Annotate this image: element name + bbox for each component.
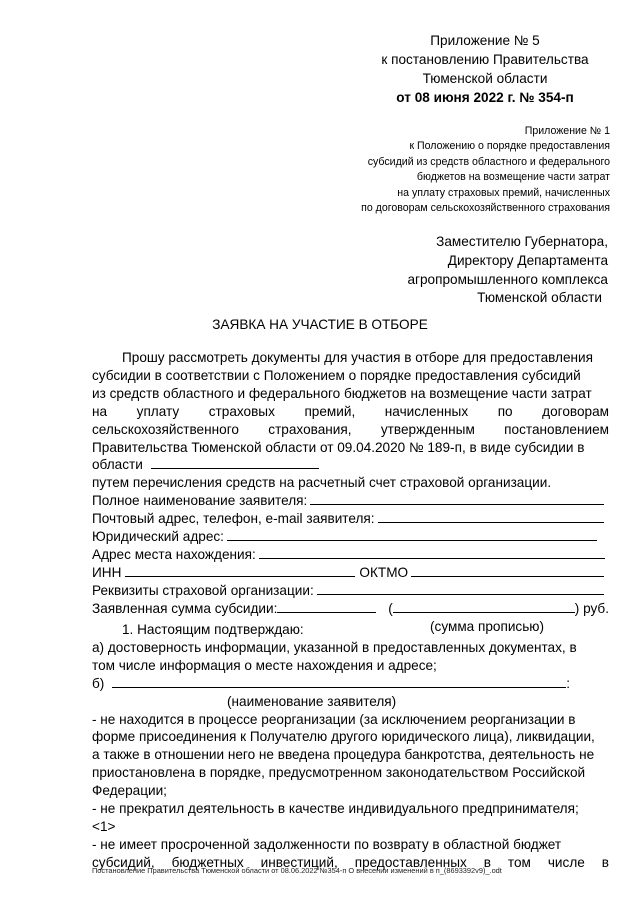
confirm-line: а также в отношении него не введена процедура банкротства, деятельность не: [92, 747, 595, 763]
page-footer: Постановление Правительства Тюменской области от 08.06.2022 №354-п О внесении изменений в п_(8693392v9)_.odt: [92, 866, 502, 875]
inn-label: ИНН: [92, 564, 122, 580]
addressee-line: Тюменской области: [477, 290, 602, 306]
word: в: [601, 854, 609, 870]
word: том: [507, 854, 531, 870]
postal-blank[interactable]: [378, 510, 604, 523]
appendix-5-region: Тюменской области: [422, 71, 548, 86]
oktmo-blank[interactable]: [411, 564, 604, 577]
word: по: [497, 403, 513, 419]
inn-blank[interactable]: [125, 564, 355, 577]
word: постановлением: [504, 421, 609, 437]
word: предоставленных: [354, 854, 467, 870]
word: на: [92, 403, 108, 419]
location-label: Адрес места нахождения:: [92, 546, 256, 562]
addressee-line: агропромышленного комплекса: [407, 271, 608, 287]
confirm-heading: 1. Настоящим подтверждаю:: [122, 622, 304, 637]
word: утвержденным: [380, 421, 475, 437]
postal-field[interactable]: [92, 510, 604, 528]
intro-line: из средств областного и федерального бюджетов на возмещение части затрат: [92, 385, 592, 401]
amount-words-blank[interactable]: [393, 600, 575, 613]
location-field[interactable]: [92, 546, 605, 564]
intro-line: Прошу рассмотреть документы для участия в отборе для предоставления: [122, 350, 593, 365]
appendix-1-block: [361, 124, 610, 216]
appendix-1-line: на уплату страховых премий, начисленных: [397, 186, 610, 199]
confirm-line: том числе информация о месте нахождения и адресе;: [92, 657, 437, 673]
word: уплату: [136, 403, 180, 419]
amount-field[interactable]: [92, 600, 609, 618]
word: бюджетных: [171, 854, 244, 870]
appendix-1-line: бюджетов на возмещение части затрат: [416, 171, 610, 184]
amount-open-paren: (: [388, 600, 393, 616]
applicant-name-blank[interactable]: [112, 675, 566, 688]
confirm-line: - не находится в процессе реорганизации (за исключением реорганизации в: [92, 711, 576, 727]
appendix-1-line: по договорам сельскохозяйственного страхования: [361, 202, 610, 215]
appendix-1-line: субсидий из средств областного и федерального: [367, 155, 610, 168]
confirm-line: а) достоверность информации, указанной в предоставленных документах, в: [92, 639, 577, 655]
appendix-1-line: Приложение № 1: [524, 125, 610, 137]
legal-address-label: Юридический адрес:: [92, 529, 224, 545]
region-blank[interactable]: [151, 456, 319, 469]
full-name-field[interactable]: [92, 492, 604, 510]
intro-line: [92, 421, 609, 439]
appendix-5-block: [380, 31, 590, 107]
intro-line: [92, 403, 609, 421]
insurer-details-blank[interactable]: [317, 582, 604, 595]
item-b-colon: :: [566, 675, 570, 691]
word: субсидий,: [92, 854, 155, 870]
confirm-line: форме присоединения к Получателю другого юридического лица), ликвидации,: [92, 729, 595, 745]
confirm-line: приостановлена в порядке, предусмотренном законодательством Российской: [92, 765, 586, 781]
oktmo-label: ОКТМО: [359, 564, 409, 580]
intro-paragraph: [92, 349, 609, 636]
amount-words-hint: (сумма прописью): [430, 618, 545, 634]
region-label: области: [92, 457, 143, 473]
intro-line-region: [92, 456, 609, 474]
item-b-label: б): [92, 675, 105, 691]
word: начисленных: [384, 403, 469, 419]
word: страхования,: [268, 421, 352, 437]
appendix-5-date: от 08 июня 2022 г. № 354-п: [396, 90, 574, 105]
word: в: [483, 854, 491, 870]
full-name-blank[interactable]: [310, 492, 604, 505]
amount-currency: ) руб.: [574, 600, 609, 616]
word: премий,: [304, 403, 356, 419]
word: договорам: [542, 403, 609, 419]
inn-oktmo-field[interactable]: [92, 564, 604, 582]
appendix-5-resolution: к постановлению Правительства: [381, 52, 589, 67]
document-title: ЗАЯВКА НА УЧАСТИЕ В ОТБОРЕ: [212, 317, 428, 332]
confirm-line: - не прекратил деятельность в качестве индивидуального предпринимателя;: [92, 801, 579, 817]
full-name-label: Полное наименование заявителя:: [92, 493, 308, 509]
confirm-line: - не имеет просроченной задолженности по возврату в областной бюджет: [92, 836, 562, 852]
word: страховых: [208, 403, 275, 419]
confirm-section: [92, 621, 609, 872]
addressee-line: Заместителю Губернатора,: [436, 234, 608, 249]
amount-digits-blank[interactable]: [277, 600, 376, 613]
amount-label: Заявленная сумма субсидии:: [92, 600, 278, 616]
appendix-5-number: Приложение № 5: [430, 33, 540, 48]
word: сельскохозяйственного: [92, 421, 239, 437]
location-blank[interactable]: [259, 546, 605, 559]
insurer-details-label: Реквизиты страховой организации:: [92, 582, 314, 598]
applicant-name-field[interactable]: [92, 675, 570, 693]
addressee-line: Директору Департамента: [447, 252, 608, 268]
appendix-1-line: к Положению о порядке предоставления: [409, 140, 610, 153]
intro-line: путем перечисления средств на расчетный счет страховой организации.: [92, 475, 552, 491]
insurer-details-field[interactable]: [92, 582, 604, 600]
confirm-line: Федерации;: [92, 783, 167, 799]
legal-address-field[interactable]: [92, 528, 597, 546]
intro-line: субсидии в соответствии с Положением о порядке предоставления субсидий: [92, 367, 581, 383]
footnote-ref: <1>: [92, 818, 116, 834]
word: инвестиций,: [260, 854, 338, 870]
addressee-block: [407, 233, 608, 308]
legal-address-blank[interactable]: [227, 528, 597, 541]
word: числе: [547, 854, 585, 870]
intro-line: Правительства Тюменской области от 09.04.2020 № 189-п, в виде субсидии в: [92, 439, 585, 455]
postal-label: Почтовый адрес, телефон, e-mail заявителя:: [92, 511, 375, 527]
applicant-name-hint: (наименование заявителя): [227, 693, 397, 709]
